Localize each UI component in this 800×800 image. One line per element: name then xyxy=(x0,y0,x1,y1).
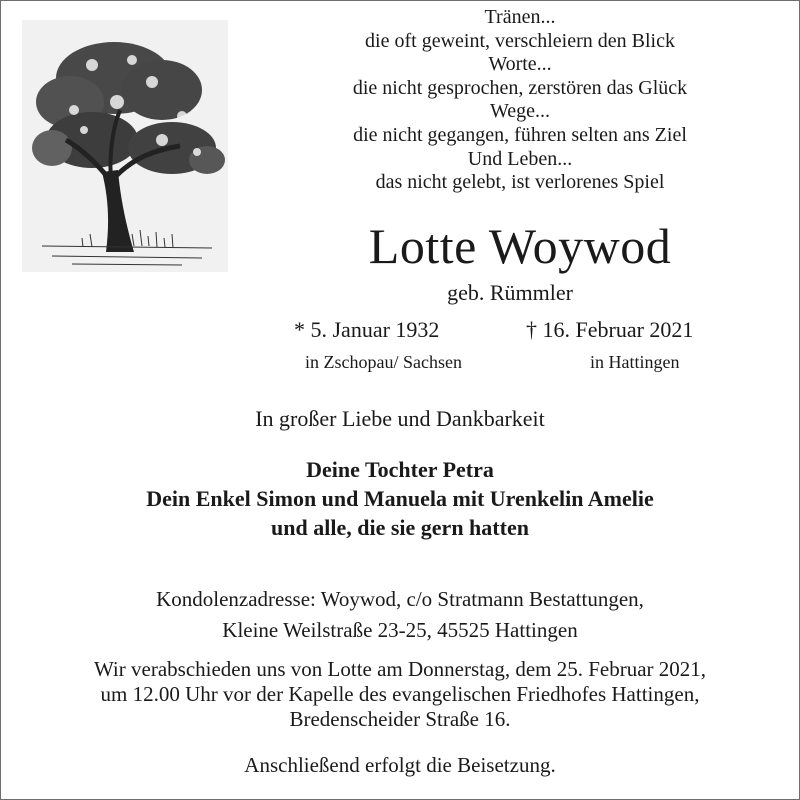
poem xyxy=(300,6,740,195)
poem-line: Wege... xyxy=(489,100,551,123)
mourner-line: und alle, die sie gern hatten xyxy=(271,515,529,540)
maiden-name: geb. Rümmler xyxy=(447,280,573,305)
burial-note: Anschließend erfolgt die Beisetzung. xyxy=(244,753,556,777)
birth-date: * 5. Januar 1932 xyxy=(294,317,440,342)
tree-icon xyxy=(22,20,228,272)
family-mourners xyxy=(0,455,800,542)
birth-place: in Zschopau/ Sachsen xyxy=(305,352,462,372)
condolence-address xyxy=(0,584,800,646)
poem-line: Tränen... xyxy=(484,6,556,28)
deceased-name: Lotte Woywod xyxy=(368,218,672,274)
dedication: In großer Liebe und Dankbarkeit xyxy=(255,406,545,431)
mourner-line: Deine Tochter Petra xyxy=(306,457,494,482)
service-line: um 12.00 Uhr vor der Kapelle des evangelischen Friedhofes Hattingen, xyxy=(100,682,700,706)
poem-line: die oft geweint, verschleiern den Blick xyxy=(365,29,675,52)
death-place: in Hattingen xyxy=(590,352,680,372)
address-line: Kondolenzadresse: Woywod, c/o Stratmann Bestattungen, xyxy=(156,587,644,611)
poem-line: Und Leben... xyxy=(467,147,573,170)
poem-line: das nicht gelebt, ist verlorenes Spiel xyxy=(375,171,665,194)
tree-illustration xyxy=(22,20,228,272)
poem-line: die nicht gegangen, führen selten ans Ziel xyxy=(353,123,687,146)
death-date: † 16. Februar 2021 xyxy=(526,317,694,342)
mourner-line: Dein Enkel Simon und Manuela mit Urenkelin Amelie xyxy=(146,486,654,511)
funeral-service-info xyxy=(0,657,800,732)
poem-line: die nicht gesprochen, zerstören das Glück xyxy=(352,76,688,99)
service-line: Bredenscheider Straße 16. xyxy=(289,707,511,731)
poem-line: Worte... xyxy=(488,53,552,76)
address-line: Kleine Weilstraße 23-25, 45525 Hattingen xyxy=(222,618,578,642)
service-line: Wir verabschieden uns von Lotte am Donnerstag, dem 25. Februar 2021, xyxy=(93,657,707,681)
